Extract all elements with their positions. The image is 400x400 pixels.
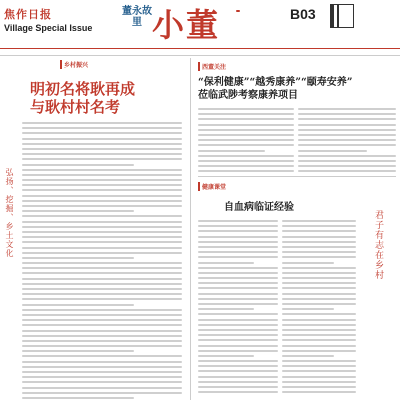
- text-line: [298, 118, 396, 120]
- text-line: [198, 225, 278, 227]
- health-headline: 自血病临证经验: [224, 202, 294, 213]
- text-line: [22, 174, 182, 176]
- text-line: [282, 370, 356, 372]
- text-line: [22, 319, 182, 321]
- text-line: [22, 330, 182, 332]
- text-line: [22, 205, 182, 207]
- text-line: [22, 298, 182, 300]
- text-line: [22, 236, 182, 238]
- text-line: [22, 387, 182, 389]
- text-line: [22, 324, 182, 326]
- text-line: [22, 267, 182, 269]
- text-line: [282, 287, 356, 289]
- text-line: [198, 124, 294, 126]
- text-line: [22, 355, 182, 357]
- text-line: [198, 236, 278, 238]
- text-line: [282, 246, 356, 248]
- text-line: [22, 392, 182, 394]
- text-line: [282, 360, 356, 362]
- text-line: [198, 251, 278, 253]
- text-line: [198, 386, 278, 388]
- text-line: [282, 220, 356, 222]
- text-line: [198, 282, 278, 284]
- text-line: [22, 283, 182, 285]
- text-line: [198, 241, 278, 243]
- text-line: [198, 293, 278, 295]
- text-line: [198, 324, 278, 326]
- text-line: [298, 144, 396, 146]
- text-line: [282, 355, 334, 357]
- text-line: [282, 298, 356, 300]
- text-line: [298, 113, 396, 115]
- text-line: [282, 251, 356, 253]
- text-line: [282, 313, 356, 315]
- text-line: [198, 144, 294, 146]
- section-tag-left: 乡村振兴: [60, 60, 88, 69]
- section-tag-health: 健康课堂: [198, 182, 226, 191]
- right-vertical-poem: 君子有志在乡村: [373, 210, 383, 280]
- logo-small: 董永故里: [122, 6, 152, 28]
- text-line: [198, 170, 294, 172]
- left-headline: 明初名将耿再成 与耿村村名考: [30, 80, 136, 116]
- masthead: [0, 0, 400, 48]
- text-line: [298, 129, 396, 131]
- text-line: [198, 308, 254, 310]
- text-line: [198, 381, 278, 383]
- text-line: [282, 225, 356, 227]
- health-body-a: [198, 220, 278, 396]
- right-article-body-1b: [298, 108, 396, 175]
- text-line: [22, 122, 182, 124]
- text-line: [22, 345, 182, 347]
- text-line: [282, 334, 356, 336]
- text-line: [22, 314, 182, 316]
- text-line: [298, 170, 396, 172]
- text-line: [22, 138, 182, 140]
- text-line: [198, 155, 294, 157]
- text-line: [198, 365, 278, 367]
- text-line: [22, 340, 182, 342]
- text-line: [198, 129, 294, 131]
- text-line: [22, 184, 182, 186]
- text-line: [22, 252, 182, 254]
- text-line: [282, 236, 356, 238]
- left-vertical-slogan: 弘扬、挖掘、乡土文化: [5, 168, 14, 258]
- text-line: [22, 132, 182, 134]
- text-line: [22, 304, 134, 306]
- right-column: [194, 58, 400, 400]
- text-line: [282, 329, 356, 331]
- text-line: [22, 361, 182, 363]
- text-line: [198, 370, 278, 372]
- logo-big: 小董: [152, 6, 221, 44]
- text-line: [22, 262, 182, 264]
- text-line: [282, 308, 334, 310]
- text-line: [198, 160, 294, 162]
- text-line: [22, 288, 182, 290]
- text-line: [298, 108, 396, 110]
- text-line: [22, 350, 134, 352]
- text-line: [282, 293, 356, 295]
- right-headline: “保利健康”“越秀康养”“颐寿安养” 莅临武陟考察康养项目: [198, 77, 353, 101]
- text-line: [198, 350, 278, 352]
- text-line: [198, 118, 294, 120]
- text-line: [298, 134, 396, 136]
- text-line: [282, 241, 356, 243]
- text-line: [198, 319, 278, 321]
- text-line: [22, 169, 182, 171]
- column-divider: [190, 58, 191, 400]
- text-line: [22, 158, 182, 160]
- text-line: [282, 303, 356, 305]
- brand-en: Village Special Issue: [4, 23, 93, 33]
- text-line: [22, 200, 182, 202]
- text-line: [198, 108, 294, 110]
- text-line: [198, 303, 278, 305]
- text-line: [22, 293, 182, 295]
- text-line: [22, 371, 182, 373]
- text-line: [22, 309, 182, 311]
- text-line: [198, 277, 278, 279]
- text-line: [198, 267, 278, 269]
- text-line: [298, 155, 396, 157]
- text-line: [282, 339, 356, 341]
- page-number: B03: [290, 6, 316, 22]
- text-line: [22, 366, 182, 368]
- text-line: [198, 139, 294, 141]
- text-line: [198, 376, 278, 378]
- text-line: [198, 272, 278, 274]
- text-line: [198, 134, 294, 136]
- text-line: [22, 381, 182, 383]
- text-line: [22, 215, 182, 217]
- text-line: [198, 360, 278, 362]
- text-line: [22, 241, 182, 243]
- text-line: [22, 153, 182, 155]
- text-line: [22, 231, 182, 233]
- text-line: [22, 127, 182, 129]
- text-line: [282, 324, 356, 326]
- text-line: [22, 278, 182, 280]
- text-line: [198, 339, 278, 341]
- text-line: [198, 355, 254, 357]
- text-line: [198, 345, 278, 347]
- section-tag-right: 西董关注: [198, 62, 226, 71]
- text-line: [282, 391, 356, 393]
- text-line: [22, 247, 182, 249]
- text-line: [282, 376, 356, 378]
- text-line: [298, 160, 396, 162]
- text-line: [282, 230, 356, 232]
- right-article-body-1a: [198, 108, 294, 175]
- text-line: [22, 210, 134, 212]
- text-line: [198, 150, 265, 152]
- text-line: [298, 139, 396, 141]
- qr-code-icon: [330, 4, 354, 28]
- text-line: [22, 376, 182, 378]
- text-line: [282, 386, 356, 388]
- text-line: [282, 365, 356, 367]
- text-line: [22, 272, 182, 274]
- masthead-left: [4, 6, 114, 37]
- text-line: [22, 226, 182, 228]
- text-line: [22, 397, 134, 399]
- text-line: [282, 272, 356, 274]
- text-line: [198, 329, 278, 331]
- text-line: [198, 256, 278, 258]
- text-line: [198, 287, 278, 289]
- text-line: [22, 221, 182, 223]
- masthead-logo: [122, 2, 272, 46]
- right-divider: [198, 176, 396, 177]
- text-line: [298, 150, 367, 152]
- text-line: [282, 350, 356, 352]
- text-line: [282, 381, 356, 383]
- text-line: [282, 277, 356, 279]
- text-line: [198, 113, 294, 115]
- text-line: [22, 148, 182, 150]
- text-line: [22, 189, 182, 191]
- text-line: [198, 298, 278, 300]
- text-line: [22, 179, 182, 181]
- text-line: [282, 267, 356, 269]
- text-line: [198, 262, 254, 264]
- text-line: [282, 319, 356, 321]
- text-line: [198, 165, 294, 167]
- text-line: [282, 282, 356, 284]
- left-article-body: [22, 122, 182, 400]
- brand-name: 焦作日报: [4, 8, 52, 21]
- health-body-b: [282, 220, 356, 396]
- text-line: [22, 143, 182, 145]
- text-line: [22, 195, 182, 197]
- text-line: [198, 391, 278, 393]
- text-line: [198, 313, 278, 315]
- text-line: [22, 335, 182, 337]
- text-line: [198, 246, 278, 248]
- left-column: [0, 58, 188, 400]
- staff-line: [0, 48, 400, 56]
- text-line: [298, 165, 396, 167]
- text-line: [22, 257, 134, 259]
- text-line: [198, 220, 278, 222]
- text-line: [298, 124, 396, 126]
- text-line: [198, 334, 278, 336]
- text-line: [198, 230, 278, 232]
- text-line: [282, 345, 356, 347]
- text-line: [22, 164, 134, 166]
- text-line: [282, 262, 334, 264]
- logo-tag: [236, 10, 240, 12]
- text-line: [282, 256, 356, 258]
